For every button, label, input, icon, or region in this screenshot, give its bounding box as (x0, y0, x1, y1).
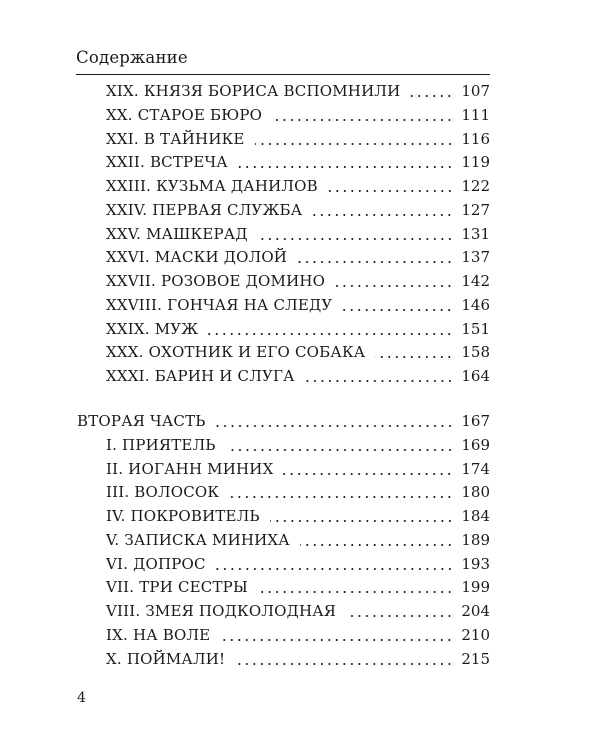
toc-entry[interactable] (106, 270, 490, 292)
toc-entry[interactable] (106, 104, 490, 126)
dot-leader (258, 591, 453, 593)
toc-entry-page: 116 (461, 129, 490, 148)
toc-entry[interactable] (106, 246, 490, 268)
toc-entry[interactable] (106, 458, 490, 480)
dot-leader (272, 119, 453, 121)
toc-entry-title: VI. ДОПРОС (106, 554, 206, 573)
toc-entry-page: 169 (461, 435, 490, 454)
dot-leader (375, 356, 453, 358)
page-number: 4 (77, 690, 86, 706)
toc-entry[interactable] (106, 223, 490, 245)
toc-entry-title: ВТОРАЯ ЧАСТЬ (77, 412, 206, 430)
toc-entry-title: XXXI. БАРИН И СЛУГА (106, 367, 295, 385)
toc-entry-page: 193 (461, 554, 490, 573)
toc-entry[interactable] (106, 318, 490, 340)
header-title: Содержание (76, 48, 188, 67)
toc-part-heading[interactable] (77, 410, 490, 432)
dot-leader (328, 190, 454, 192)
toc-entry[interactable] (106, 365, 490, 387)
dot-leader (270, 520, 454, 522)
toc-entry[interactable] (106, 600, 490, 622)
dot-leader (220, 639, 453, 641)
toc-entry-title: XXIII. КУЗЬМА ДАНИЛОВ (106, 177, 318, 195)
dot-leader (312, 214, 453, 216)
toc-entry-page: 142 (461, 272, 490, 290)
dot-leader (226, 449, 454, 451)
dot-leader (300, 544, 453, 546)
toc-entry-title: VIII. ЗМЕЯ ПОДКОЛОДНАЯ (106, 602, 337, 620)
dot-leader (238, 166, 454, 168)
toc-entry-page: 199 (461, 578, 490, 597)
toc-entry-page: 174 (461, 459, 490, 478)
toc-entry-title: XXX. ОХОТНИК И ЕГО СОБАКА (106, 343, 366, 362)
toc-entry-title: XXIX. МУЖ (106, 319, 199, 338)
toc-entry-title: I. ПРИЯТЕЛЬ (106, 435, 216, 454)
toc-entry[interactable] (106, 576, 490, 598)
dot-leader (410, 95, 453, 97)
toc-entry-page: 107 (461, 82, 490, 100)
toc-entry[interactable] (106, 199, 490, 221)
toc-entry-title: XXI. В ТАЙНИКЕ (106, 129, 245, 148)
toc-entry[interactable] (106, 175, 490, 197)
dot-leader (235, 663, 453, 665)
toc-entry-page: 164 (461, 367, 490, 385)
toc-entry[interactable] (106, 434, 490, 456)
toc-entry-title: IV. ПОКРОВИТЕЛЬ (106, 507, 260, 525)
toc-entry-page: 131 (461, 224, 490, 243)
dot-leader (335, 285, 453, 287)
toc-entry-title: IX. НА ВОЛЕ (106, 625, 211, 644)
toc-entry-page: 180 (461, 483, 490, 502)
toc-entry[interactable] (106, 505, 490, 527)
toc-entry-page: 151 (461, 319, 490, 338)
toc-entry-page: 158 (461, 343, 490, 362)
dot-leader (208, 333, 453, 335)
toc-entry-page: 146 (461, 295, 490, 314)
toc-entry-title: XX. СТАРОЕ БЮРО (106, 105, 263, 124)
dot-leader (216, 425, 454, 427)
dot-leader (229, 496, 453, 498)
toc-entry-title: III. ВОЛОСОК (106, 483, 220, 502)
dot-leader (297, 261, 453, 263)
toc-entry-page: 204 (461, 602, 490, 620)
toc-entry-page: 122 (461, 177, 490, 195)
toc-entry[interactable] (106, 80, 490, 102)
dot-leader (305, 380, 454, 382)
toc-entry[interactable] (106, 624, 490, 646)
toc-entry-title: II. ИОГАНН МИНИХ (106, 459, 274, 478)
toc-entry-page: 167 (461, 412, 490, 430)
toc-entry-page: 210 (461, 625, 490, 644)
toc-entry-page: 137 (461, 248, 490, 267)
toc-entry-title: X. ПОЙМАЛИ! (106, 649, 226, 668)
dot-leader (283, 473, 453, 475)
dot-leader (258, 238, 454, 240)
toc-entry-title: V. ЗАПИСКА МИНИХА (106, 530, 290, 549)
toc-entry[interactable] (106, 648, 490, 670)
toc-entry-title: XXII. ВСТРЕЧА (106, 153, 228, 172)
toc-entry-title: XXVIII. ГОНЧАЯ НА СЛЕДУ (106, 295, 333, 314)
toc-entry-page: 189 (461, 530, 490, 549)
toc-entry[interactable] (106, 151, 490, 173)
toc-entry[interactable] (106, 529, 490, 551)
dot-leader (342, 309, 453, 311)
toc-entry-title: XXVI. МАСКИ ДОЛОЙ (106, 248, 288, 267)
toc-entry[interactable] (106, 553, 490, 575)
toc-entry-title: XIX. КНЯЗЯ БОРИСА ВСПОМНИЛИ (106, 82, 401, 100)
toc-entry[interactable] (106, 481, 490, 503)
toc-entry[interactable] (106, 341, 490, 363)
toc-entry-page: 127 (461, 200, 490, 219)
toc-entry-title: XXV. МАШКЕРАД (106, 224, 248, 243)
toc-entry-title: XXIV. ПЕРВАЯ СЛУЖБА (106, 200, 303, 219)
toc-entry-title: XXVII. РОЗОВОЕ ДОМИНО (106, 272, 326, 290)
toc-entry[interactable] (106, 294, 490, 316)
toc-entry-page: 111 (461, 105, 490, 124)
toc-entry[interactable] (106, 128, 490, 150)
toc-entry-page: 215 (461, 649, 490, 668)
dot-leader (346, 615, 453, 617)
toc-entry-page: 119 (461, 153, 490, 172)
toc-entry-title: VII. ТРИ СЕСТРЫ (106, 578, 248, 597)
dot-leader (216, 568, 454, 570)
toc-entry-page: 184 (461, 507, 490, 525)
dot-leader (255, 143, 454, 145)
